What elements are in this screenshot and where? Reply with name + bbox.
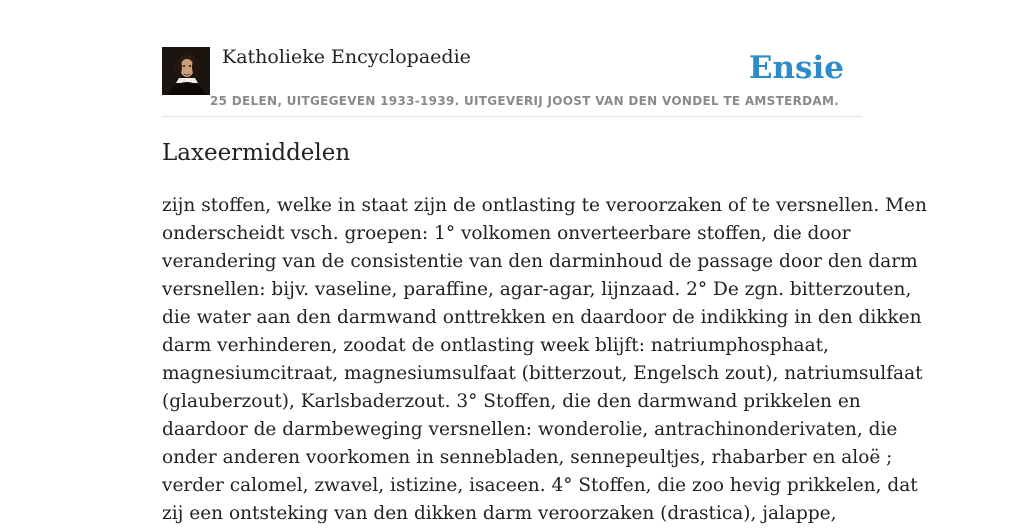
article-line: zijn stoffen, welke in staat zijn de ontlasting te veroorzaken of te versnellen. Men [162, 195, 927, 216]
article-line: verder calomel, zwavel, istizine, isaceen. 4° Stoffen, die zoo hevig prikkelen, dat [162, 475, 918, 496]
article-line: versnellen: bijv. vaseline, paraffine, agar-agar, lijnzaad. 2° De zgn. bitterzouten, [162, 279, 912, 300]
publication-header [162, 44, 862, 117]
publication-name[interactable]: Katholieke Encyclopaedie [222, 46, 471, 68]
article-title: Laxeermiddelen [162, 140, 351, 166]
article-line: darm verhinderen, zoodat de ontlasting week blijft: natriumphosphaat, [162, 335, 829, 356]
article-line: onderscheidt vsch. groepen: 1° volkomen onverteerbare stoffen, die door [162, 223, 851, 244]
publication-meta: 25 DELEN, UITGEGEVEN 1933-1939. UITGEVERIJ JOOST VAN DEN VONDEL TE AMSTERDAM. [210, 94, 840, 108]
article-line: die water aan den darmwand onttrekken en daardoor de indikking in den dikken [162, 307, 922, 328]
article-line: onder anderen voorkomen in sennebladen, sennepeultjes, rhabarber en aloë ; [162, 447, 893, 468]
portrait-icon[interactable] [162, 47, 210, 95]
ensie-logo[interactable]: Ensie [748, 50, 844, 86]
article-line: (glauberzout), Karlsbaderzout. 3° Stoffen, die den darmwand prikkelen en [162, 391, 861, 412]
article-body [162, 192, 927, 528]
article-line: verandering van de consistentie van den darminhoud de passage door den darm [162, 251, 918, 272]
article-line: zij een ontsteking van den dikken darm veroorzaken (drastica), jalappe, [162, 503, 837, 524]
article-line: magnesiumcitraat, magnesiumsulfaat (bitterzout, Engelsch zout), natriumsulfaat [162, 363, 923, 384]
article-line: daardoor de darmbeweging versnellen: wonderolie, antrachinonderivaten, die [162, 419, 898, 440]
